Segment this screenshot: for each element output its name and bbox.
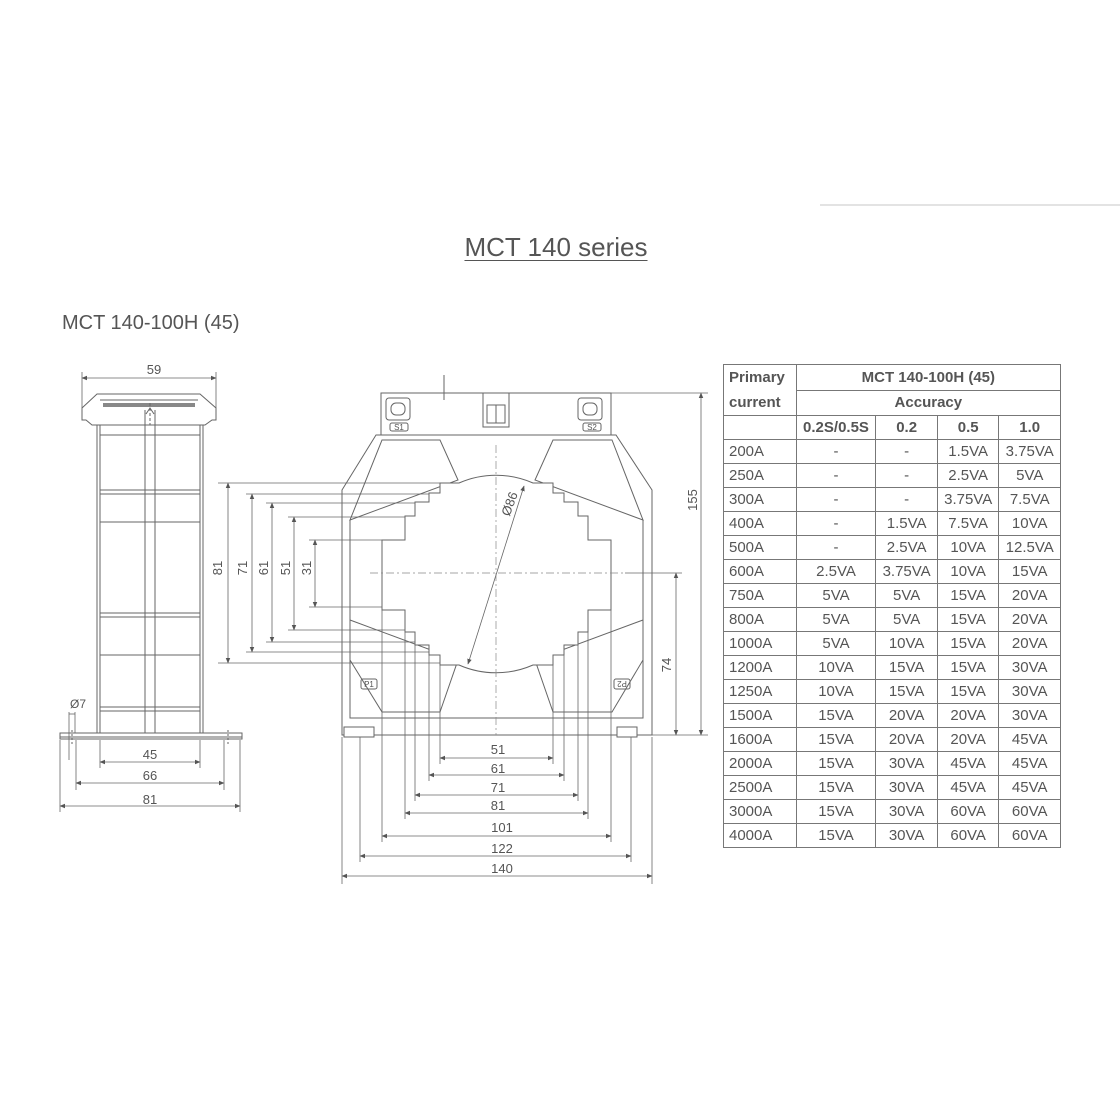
table-row bbox=[724, 584, 1061, 608]
dim-155-label: 155 bbox=[685, 489, 700, 511]
dim-w101-label: 101 bbox=[491, 820, 513, 835]
burden-cell: 15VA bbox=[937, 584, 999, 608]
dim-81-label: 81 bbox=[142, 792, 158, 807]
primary-current-cell: 800A bbox=[724, 608, 797, 632]
primary-current-cell: 200A bbox=[724, 440, 797, 464]
burden-cell: 45VA bbox=[999, 752, 1061, 776]
burden-cell: - bbox=[876, 440, 938, 464]
burden-cell: 10VA bbox=[876, 632, 938, 656]
burden-cell: 45VA bbox=[937, 776, 999, 800]
burden-cell: 3.75VA bbox=[999, 440, 1061, 464]
terminal-s1: S1 bbox=[394, 423, 404, 432]
burden-cell: 30VA bbox=[876, 824, 938, 848]
dim-59-label: 59 bbox=[146, 362, 162, 377]
table-row bbox=[724, 464, 1061, 488]
primary-current-cell: 250A bbox=[724, 464, 797, 488]
table-row bbox=[724, 536, 1061, 560]
table-row bbox=[724, 800, 1061, 824]
dim-win81-label: 81 bbox=[210, 560, 225, 576]
burden-cell: 30VA bbox=[999, 704, 1061, 728]
burden-cell: 5VA bbox=[876, 584, 938, 608]
burden-cell: 15VA bbox=[796, 728, 876, 752]
class-header: 0.2 bbox=[876, 416, 938, 440]
burden-cell: 1.5VA bbox=[876, 512, 938, 536]
dim-w61-label: 61 bbox=[490, 761, 506, 776]
model-header: MCT 140-100H (45) bbox=[796, 365, 1060, 391]
model-subtitle: MCT 140-100H (45) bbox=[62, 312, 240, 334]
table-row bbox=[724, 608, 1061, 632]
primary-current-cell: 1600A bbox=[724, 728, 797, 752]
dim-w140-label: 140 bbox=[491, 861, 513, 876]
table-row bbox=[724, 776, 1061, 800]
dim-win51-label: 51 bbox=[278, 560, 293, 576]
burden-cell: 45VA bbox=[999, 776, 1061, 800]
page-title: MCT 140 series bbox=[464, 232, 648, 262]
burden-cell: 20VA bbox=[999, 632, 1061, 656]
burden-cell: 15VA bbox=[937, 656, 999, 680]
burden-cell: 2.5VA bbox=[876, 536, 938, 560]
burden-cell: 60VA bbox=[937, 800, 999, 824]
front-view bbox=[342, 375, 652, 737]
burden-cell: 5VA bbox=[876, 608, 938, 632]
burden-cell: 30VA bbox=[876, 776, 938, 800]
dim-66-label: 66 bbox=[142, 768, 158, 783]
burden-cell: 30VA bbox=[876, 800, 938, 824]
primary-current-cell: 300A bbox=[724, 488, 797, 512]
blank-header bbox=[724, 416, 797, 440]
primary-current-cell: 1200A bbox=[724, 656, 797, 680]
primary-current-cell: 600A bbox=[724, 560, 797, 584]
burden-cell: 7.5VA bbox=[999, 488, 1061, 512]
burden-cell: 15VA bbox=[796, 776, 876, 800]
table-row bbox=[724, 824, 1061, 848]
class-header: 0.2S/0.5S bbox=[796, 416, 876, 440]
burden-cell: 1.5VA bbox=[937, 440, 999, 464]
dim-win61-label: 61 bbox=[256, 560, 271, 576]
dim-win71-label: 71 bbox=[235, 560, 250, 576]
table-row bbox=[724, 704, 1061, 728]
dim-74-label: 74 bbox=[659, 657, 674, 673]
burden-cell: 20VA bbox=[937, 728, 999, 752]
burden-cell: 10VA bbox=[796, 656, 876, 680]
primary-current-cell: 1000A bbox=[724, 632, 797, 656]
burden-cell: 15VA bbox=[937, 608, 999, 632]
burden-cell: 60VA bbox=[937, 824, 999, 848]
table-row bbox=[724, 632, 1061, 656]
burden-cell: 15VA bbox=[796, 800, 876, 824]
burden-cell: 3.75VA bbox=[937, 488, 999, 512]
burden-cell: 15VA bbox=[796, 824, 876, 848]
table-row bbox=[724, 728, 1061, 752]
terminal-p1: P1 bbox=[364, 680, 374, 689]
table-row bbox=[724, 680, 1061, 704]
burden-cell: 5VA bbox=[796, 632, 876, 656]
burden-cell: 45VA bbox=[937, 752, 999, 776]
primary-current-cell: 1500A bbox=[724, 704, 797, 728]
burden-cell: 12.5VA bbox=[999, 536, 1061, 560]
table-row bbox=[724, 752, 1061, 776]
burden-cell: 15VA bbox=[937, 632, 999, 656]
burden-cell: - bbox=[876, 488, 938, 512]
table-row bbox=[724, 560, 1061, 584]
burden-cell: 30VA bbox=[999, 680, 1061, 704]
dim-w122-label: 122 bbox=[491, 841, 513, 856]
table-row bbox=[724, 656, 1061, 680]
dim-hole-label: Ø7 bbox=[69, 697, 87, 711]
burden-cell: 5VA bbox=[796, 608, 876, 632]
primary-current-cell: 400A bbox=[724, 512, 797, 536]
primary-current-cell: 500A bbox=[724, 536, 797, 560]
primary-current-header bbox=[724, 365, 797, 416]
burden-cell: 2.5VA bbox=[937, 464, 999, 488]
primary-current-cell: 4000A bbox=[724, 824, 797, 848]
dim-win31-label: 31 bbox=[299, 560, 314, 576]
burden-cell: 15VA bbox=[937, 680, 999, 704]
burden-cell: - bbox=[876, 464, 938, 488]
burden-cell: - bbox=[796, 464, 876, 488]
dim-w71-label: 71 bbox=[490, 780, 506, 795]
table-row bbox=[724, 488, 1061, 512]
terminal-p2: P2 bbox=[617, 679, 627, 688]
primary-current-cell: 750A bbox=[724, 584, 797, 608]
diameter-label: Ø86 bbox=[498, 489, 521, 518]
class-header: 0.5 bbox=[937, 416, 999, 440]
accuracy-table bbox=[723, 364, 1061, 848]
burden-cell: 20VA bbox=[937, 704, 999, 728]
burden-cell: 15VA bbox=[876, 656, 938, 680]
burden-cell: 7.5VA bbox=[937, 512, 999, 536]
burden-cell: 30VA bbox=[876, 752, 938, 776]
primary-label-line2: current bbox=[729, 394, 781, 411]
burden-cell: 20VA bbox=[876, 704, 938, 728]
burden-cell: 10VA bbox=[796, 680, 876, 704]
class-header: 1.0 bbox=[999, 416, 1061, 440]
burden-cell: 15VA bbox=[796, 752, 876, 776]
burden-cell: 20VA bbox=[999, 584, 1061, 608]
burden-cell: 5VA bbox=[999, 464, 1061, 488]
primary-current-cell: 2000A bbox=[724, 752, 797, 776]
burden-cell: 15VA bbox=[876, 680, 938, 704]
burden-cell: 10VA bbox=[937, 560, 999, 584]
burden-cell: 15VA bbox=[796, 704, 876, 728]
burden-cell: - bbox=[796, 440, 876, 464]
burden-cell: 2.5VA bbox=[796, 560, 876, 584]
burden-cell: 20VA bbox=[999, 608, 1061, 632]
dim-45-label: 45 bbox=[142, 747, 158, 762]
primary-current-cell: 1250A bbox=[724, 680, 797, 704]
terminal-s2: S2 bbox=[587, 423, 597, 432]
burden-cell: 3.75VA bbox=[876, 560, 938, 584]
dim-w51-label: 51 bbox=[490, 742, 506, 757]
burden-cell: 45VA bbox=[999, 728, 1061, 752]
primary-current-cell: 3000A bbox=[724, 800, 797, 824]
table-row bbox=[724, 440, 1061, 464]
burden-cell: 30VA bbox=[999, 656, 1061, 680]
burden-cell: - bbox=[796, 488, 876, 512]
table-row bbox=[724, 512, 1061, 536]
burden-cell: 60VA bbox=[999, 824, 1061, 848]
primary-label-line1: Primary bbox=[729, 369, 785, 386]
burden-cell: 15VA bbox=[999, 560, 1061, 584]
burden-cell: 10VA bbox=[999, 512, 1061, 536]
burden-cell: 10VA bbox=[937, 536, 999, 560]
burden-cell: - bbox=[796, 536, 876, 560]
accuracy-header: Accuracy bbox=[796, 390, 1060, 416]
dim-w81-label: 81 bbox=[490, 798, 506, 813]
burden-cell: 60VA bbox=[999, 800, 1061, 824]
primary-current-cell: 2500A bbox=[724, 776, 797, 800]
burden-cell: 5VA bbox=[796, 584, 876, 608]
burden-cell: 20VA bbox=[876, 728, 938, 752]
burden-cell: - bbox=[796, 512, 876, 536]
